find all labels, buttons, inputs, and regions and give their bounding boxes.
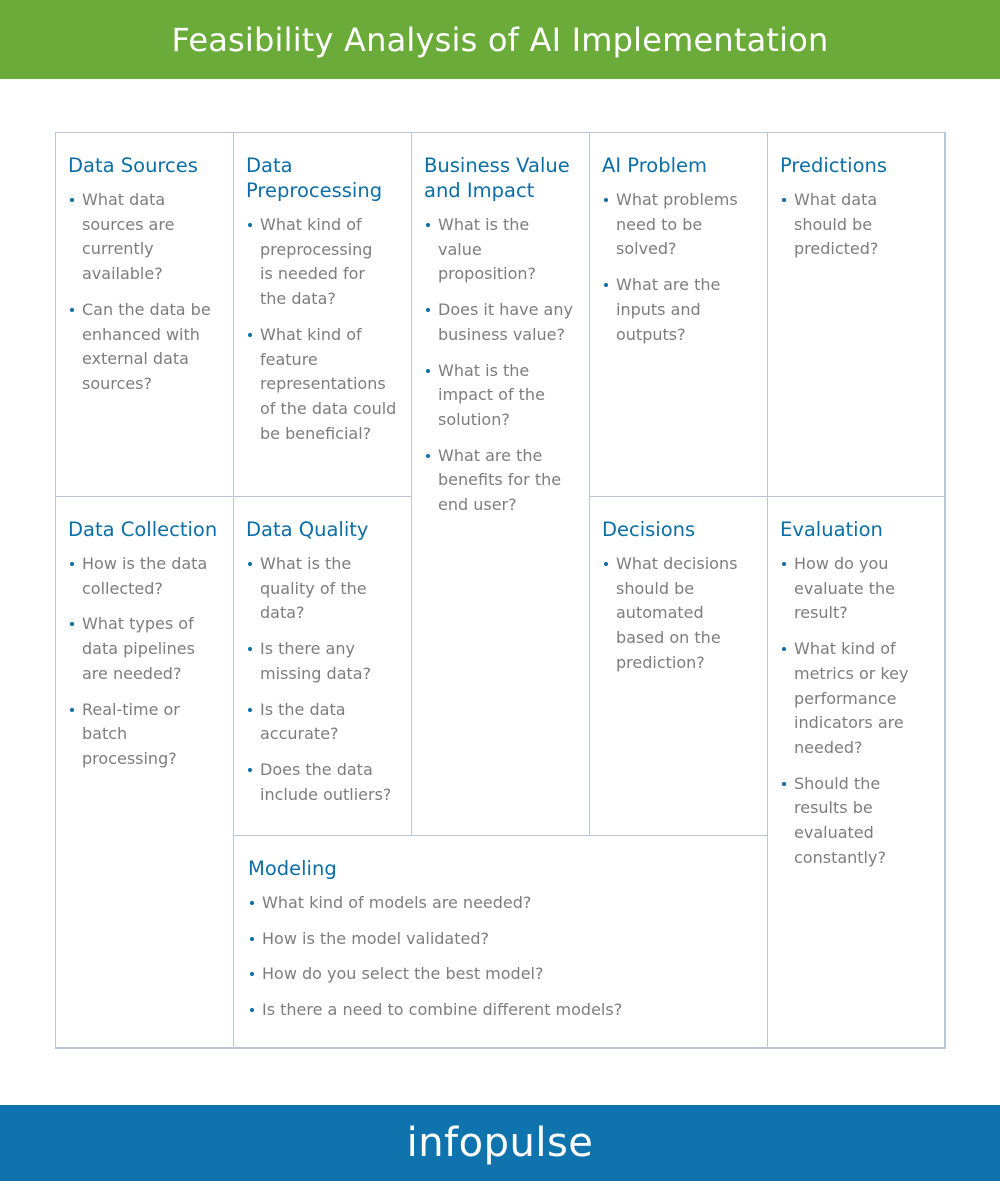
question-list (246, 552, 411, 807)
question-item: What decisions should be automated based on the prediction? (602, 552, 757, 676)
question-list (68, 188, 233, 397)
cell-title: Data Preprocessing (246, 154, 383, 202)
question-list (248, 891, 767, 1023)
question-item: What data should be predicted? (780, 188, 890, 262)
cell-data-preprocessing (233, 132, 412, 497)
question-item: How is the data collected? (68, 552, 218, 601)
cell-title: Data Collection (68, 518, 218, 541)
cell-title: Decisions (602, 518, 696, 541)
infopulse-logo: infopulse (406, 1120, 594, 1166)
cell-title: AI Problem (602, 154, 708, 177)
cell-data-quality (233, 496, 412, 836)
question-item: Real-time or batch processing? (68, 698, 194, 772)
header-banner (0, 0, 1000, 79)
question-item: Is there any missing data? (246, 637, 386, 686)
question-item: What kind of preprocessing is needed for the data? (246, 213, 386, 312)
feasibility-canvas (55, 132, 945, 1048)
question-item: What kind of metrics or key performance indicators are needed? (780, 637, 925, 761)
question-item: What kind of feature representations of the data could be beneficial? (246, 323, 406, 447)
question-item: What is the value proposition? (424, 213, 552, 287)
question-item: What is the quality of the data? (246, 552, 381, 626)
cell-title: Data Quality (246, 518, 369, 541)
question-item: Does the data include outliers? (246, 758, 406, 807)
question-list (602, 188, 767, 347)
cell-title: Data Sources (68, 154, 198, 177)
question-item: What data sources are currently available? (68, 188, 214, 287)
question-list (780, 188, 945, 262)
question-item: Does it have any business value? (424, 298, 584, 347)
question-item: What is the impact of the solution? (424, 359, 564, 433)
question-item: How is the model validated? (248, 927, 767, 952)
question-item: Is there a need to combine different models? (248, 998, 767, 1023)
question-item: Should the results be evaluated constantly? (780, 772, 905, 871)
question-item: What are the inputs and outputs? (602, 273, 742, 347)
cell-title: Predictions (780, 154, 888, 177)
question-item: What are the benefits for the end user? (424, 444, 564, 518)
question-list (68, 552, 233, 772)
cell-business-value (411, 132, 590, 836)
cell-evaluation (767, 496, 946, 1049)
footer-banner (0, 1105, 1000, 1181)
cell-ai-problem (589, 132, 768, 497)
page-title: Feasibility Analysis of AI Implementation (171, 20, 829, 59)
question-item: How do you evaluate the result? (780, 552, 910, 626)
cell-data-sources (55, 132, 234, 497)
question-item: How do you select the best model? (248, 962, 767, 987)
cell-data-collection (55, 496, 234, 1049)
question-item: What types of data pipelines are needed? (68, 612, 208, 686)
question-item: Can the data be enhanced with external data sources? (68, 298, 218, 397)
question-item: What problems need to be solved? (602, 188, 752, 262)
question-list (424, 213, 589, 518)
question-list (780, 552, 945, 870)
cell-title: Evaluation (780, 518, 883, 541)
question-list (246, 213, 411, 446)
cell-modeling (233, 835, 768, 1049)
question-item: What kind of models are needed? (248, 891, 767, 916)
cell-predictions (767, 132, 946, 497)
question-item: Is the data accurate? (246, 698, 366, 747)
cell-decisions (589, 496, 768, 836)
cell-title: Modeling (248, 857, 337, 880)
cell-title: Business Value and Impact (424, 154, 570, 202)
question-list (602, 552, 767, 676)
